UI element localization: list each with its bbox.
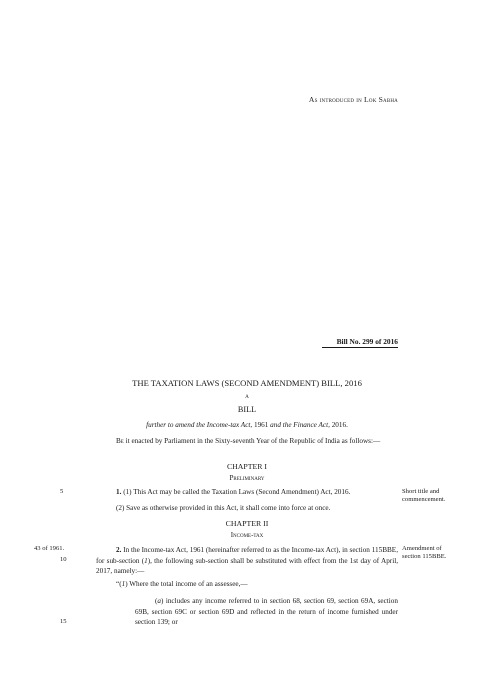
section-2 [96,545,398,577]
clause-a-open: ( [155,597,158,605]
section-2-subref: 1 [144,556,148,565]
section-1-subsection-2: (2) Save as otherwise provided in this Act, it shall come into force at once. [116,504,331,512]
section-2-text-b: ), the following sub-section shall be substituted with effect from the 1st day of April, 2017, namely:— [96,556,398,575]
article-a: A [245,394,249,400]
margin-note-short-title: Short title and commencement. [402,488,446,503]
enacting-formula [96,436,398,447]
section-2-text-a: In the Income-tax Act, 1961 (hereinafter referred to as the Income-tax Act), in section 115BBE, for sub-section ( [96,546,398,565]
chapter-1-subheading: Preliminary [229,474,265,482]
long-title-year1: 1961 [252,421,271,429]
enacting-rest: it enacted by Parliament in the Sixty-seventh Year of the Republic of India as follows:— [123,437,381,445]
section-1-subnumber: (1) [123,488,132,496]
bill-heading: BILL [237,405,257,414]
section-1-text: This Act may be called the Taxation Laws (Second Amendment) Act, 2016. [131,488,351,496]
enacting-first-word: Be [116,437,124,445]
margin-note-act-reference: 43 of 1961. [34,545,65,552]
section-2-number: 2. [116,546,122,554]
line-number-5: 5 [60,488,64,495]
chapter-2-heading: CHAPTER II [225,519,269,528]
long-title-year2: 2016. [329,421,348,429]
clause-a-letter: a [157,597,161,605]
chapter-1-heading: CHAPTER I [226,462,268,471]
bill-title: THE TAXATION LAWS (SECOND AMENDMENT) BILL, 2016 [132,378,362,388]
chapter-2-subheading: Income-tax [230,531,264,539]
new-subsection-1 [96,580,398,588]
subsection-1-text: ) Where the total income of an assessee,— [125,580,248,588]
subsection-1-number: 1 [121,580,126,588]
long-title-part2: and the Finance Act, [270,421,330,429]
long-title [96,421,398,429]
line-number-10: 10 [60,556,67,563]
section-1-number: 1. [116,488,122,496]
subsection-1-open: “( [116,580,122,588]
line-number-15: 15 [60,618,67,625]
clause-a-text: ) includes any income referred to in section 68, section 69, section 69A, section 69B, section 69C or section 69D and reflected in the return of income furnished under section 139; or [135,597,398,626]
bill-number-rule [322,347,398,348]
bill-number: Bill No. 299 of 2016 [336,337,398,346]
margin-note-amendment: Amendment of section 115BBE. [402,545,447,560]
clause-a [135,596,398,628]
section-1 [96,488,398,496]
introduced-label: As introduced in Lok Sabha [308,95,398,104]
long-title-part1: further to amend the Income-tax Act, [146,421,253,429]
